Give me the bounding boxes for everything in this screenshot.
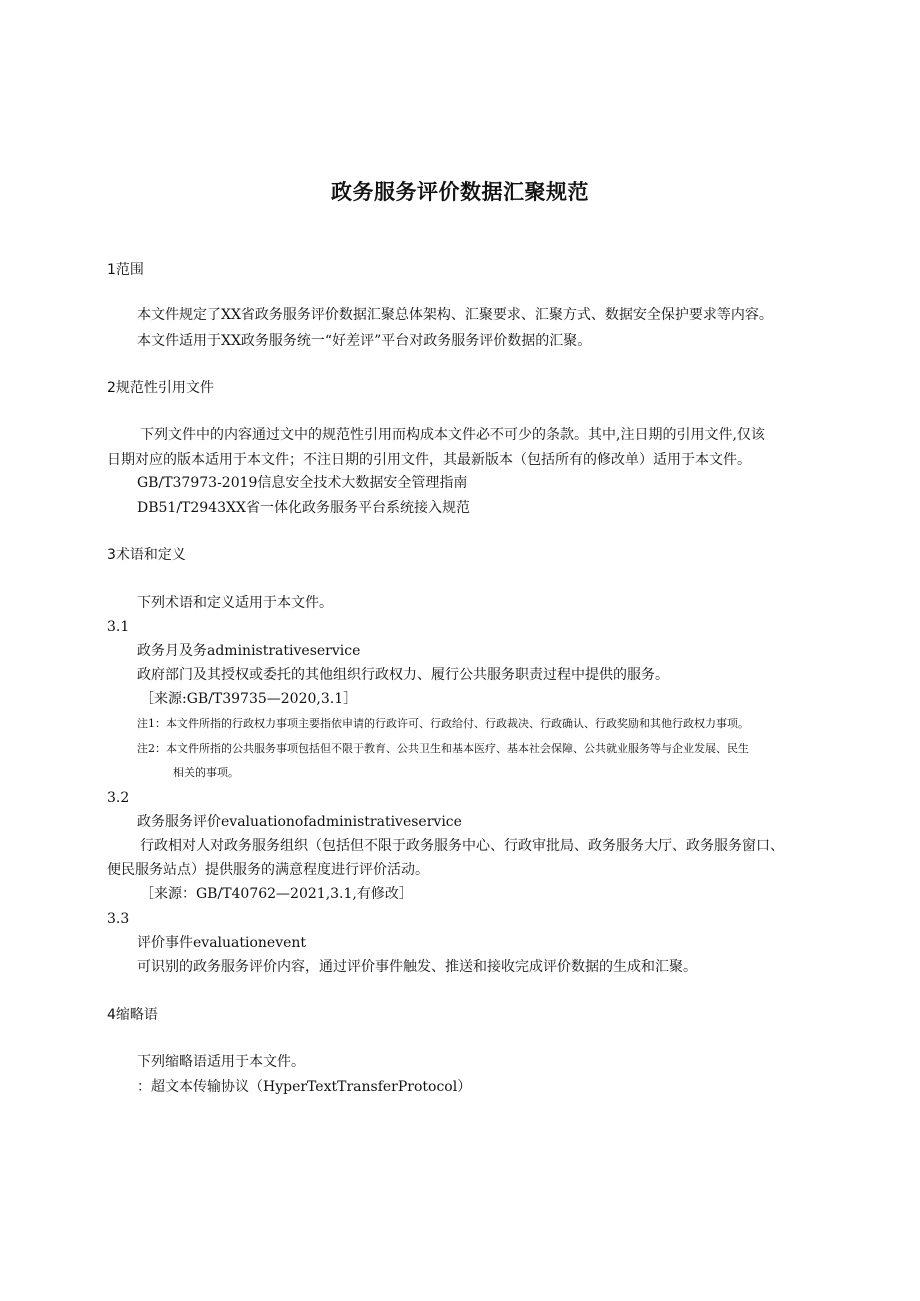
term-3-3-definition: 可识别的政务服务评价内容，通过评价事件触发、推送和接收完成评价数据的生成和汇聚。 [137, 959, 697, 975]
term-3-1-definition: 政府部门及其授权或委托的其他组织行政权力、履行公共服务职责过程中提供的服务。 [137, 667, 669, 683]
abbreviation-http: ：超文本传输协议（HyperTextTransferProtocol） [137, 1079, 472, 1095]
section-3-heading: 3术语和定义 [107, 547, 186, 563]
section-1-heading: 1范围 [107, 262, 144, 278]
normative-reference-2: DB51/T2943XX省一体化政务服务平台系统接入规范 [137, 500, 470, 516]
term-3-1-number: 3.1 [107, 619, 130, 635]
document-title: 政务服务评价数据汇聚规范 [331, 180, 589, 204]
section-2-heading: 2规范性引用文件 [107, 380, 214, 396]
term-3-2-number: 3.2 [107, 790, 130, 806]
section-1-paragraph-2: 本文件适用于XX政务服务统一“好差评”平台对政务服务评价数据的汇聚。 [137, 333, 592, 349]
term-3-1-note-2-line-2: 相关的事项。 [173, 766, 239, 779]
term-3-1-note-1: 注1：本文件所指的行政权力事项主要指依申请的行政许可、行政给付、行政裁决、行政确认、行政奖励和其他行政权力事项。 [137, 717, 749, 730]
term-3-2-source: ［来源：GB/T40762—2021,3.1,有修改］ [140, 886, 413, 902]
section-2-paragraph-line-1: 下列文件中的内容通过文中的规范性引用而构成本文件必不可少的条款。其中,注日期的引用文件,仅该 [140, 427, 765, 443]
term-3-1-name: 政务月及务administrativeservice [137, 643, 361, 659]
term-3-2-definition-line-2: 便民服务站点）提供服务的满意程度进行评价活动。 [107, 862, 429, 878]
term-3-1-source: ［来源:GB/T39735—2020,3.1］ [140, 691, 358, 707]
term-3-1-note-2-line-1: 注2：本文件所指的公共服务事项包括但不限于教育、公共卫生和基本医疗、基本社会保障、公共就业服务等与企业发展、民生 [137, 742, 749, 755]
term-3-3-name: 评价事件evaluationevent [137, 935, 307, 951]
term-3-2-name: 政务服务评价evaluationofadministrativeservice [137, 814, 462, 830]
section-4-intro: 下列缩略语适用于本文件。 [137, 1054, 305, 1070]
section-1-paragraph-1: 本文件规定了XX省政务服务评价数据汇聚总体架构、汇聚要求、汇聚方式、数据安全保护要求等内容。 [137, 307, 773, 323]
term-3-3-number: 3.3 [107, 911, 130, 927]
term-3-2-definition-line-1: 行政相对人对政务服务组织（包括但不限于政务服务中心、行政审批局、政务服务大厅、政务服务窗口、 [140, 838, 784, 854]
normative-reference-1: GB/T37973-2019信息安全技术大数据安全管理指南 [137, 475, 468, 491]
section-4-heading: 4缩略语 [107, 1007, 158, 1023]
section-3-intro: 下列术语和定义适用于本文件。 [137, 595, 333, 611]
section-2-paragraph-line-2: 日期对应的版本适用于本文件；不注日期的引用文件，其最新版本（包括所有的修改单）适用于本文件。 [107, 452, 751, 468]
